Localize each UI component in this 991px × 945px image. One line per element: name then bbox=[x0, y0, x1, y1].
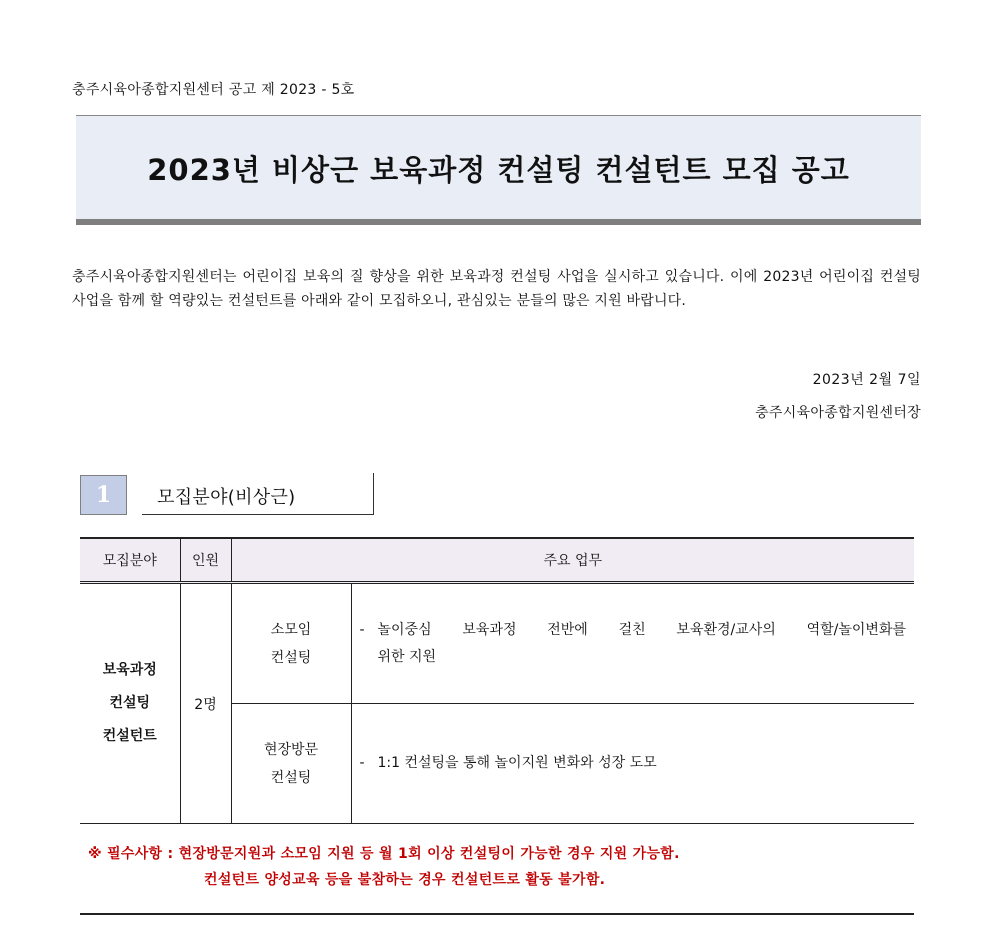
duty-cell-site-visit bbox=[351, 704, 914, 824]
intro-paragraph: 충주시육아종합지원센터는 어린이집 보육의 질 향상을 위한 보육과정 컨설팅 사업을 실시하고 있습니다. 이에 2023년 어린이집 컨설팅 사업을 함께 할 역량있는 컨설턴트를 아래와 같이 모집하오니, 관심있는 분들의 많은 지원 바랍니다. bbox=[72, 269, 921, 309]
duty-text-line2: 위한 지원 bbox=[377, 648, 437, 665]
duty-text-line1: 1:1 컨설팅을 통해 놀이지원 변화와 성장 도모 bbox=[377, 755, 657, 771]
field-line: 보육과정 bbox=[102, 662, 157, 678]
type-cell-small-group bbox=[231, 583, 351, 704]
document-title: 2023년 비상근 보육과정 컨설팅 컨설턴트 모집 공고 bbox=[147, 153, 850, 187]
section-title: 모집분야(비상근) bbox=[157, 487, 296, 508]
type-line: 컨설팅 bbox=[270, 769, 312, 786]
requirement-line2: 컨설턴트 양성교육 등을 불참하는 경우 컨설턴트로 활동 불가함. bbox=[204, 872, 606, 888]
duty-cell-small-group bbox=[351, 583, 914, 704]
header-field: 모집분야 bbox=[80, 538, 180, 583]
type-line: 컨설팅 bbox=[270, 649, 312, 666]
type-line: 소모임 bbox=[270, 621, 312, 638]
recruitment-table bbox=[80, 537, 914, 824]
header-count: 인원 bbox=[180, 538, 231, 583]
header-duties: 주요 업무 bbox=[231, 538, 914, 583]
requirement-line1: ※ 필수사항 : 현장방문지원과 소모임 지원 등 월 1회 이상 컨설팅이 가능한 경우 지원 가능함. bbox=[88, 846, 680, 862]
bottom-divider bbox=[80, 913, 914, 915]
field-line: 컨설팅 bbox=[109, 695, 151, 711]
announcement-date: 2023년 2월 7일 bbox=[812, 372, 921, 388]
table-row bbox=[80, 583, 914, 704]
duty-dash: - bbox=[359, 621, 365, 638]
duty-text-line1: 놀이중심 보육과정 전반에 걸친 보육환경/교사의 역할/놀이변화를 bbox=[377, 621, 906, 638]
table-header-row bbox=[80, 538, 914, 583]
count-cell: 2명 bbox=[180, 583, 231, 824]
duty-dash: - bbox=[359, 755, 365, 771]
title-underline-bar bbox=[76, 219, 921, 225]
type-line: 현장방문 bbox=[263, 741, 319, 758]
field-cell bbox=[80, 583, 180, 824]
section-number-badge: 1 bbox=[80, 475, 127, 515]
issuer-name: 충주시육아종합지원센터장 bbox=[755, 405, 921, 421]
type-cell-site-visit bbox=[231, 704, 351, 824]
requirement-note bbox=[88, 841, 680, 893]
field-line: 컨설턴트 bbox=[102, 728, 157, 744]
notice-number: 충주시육아종합지원센터 공고 제 2023 - 5호 bbox=[72, 82, 355, 98]
